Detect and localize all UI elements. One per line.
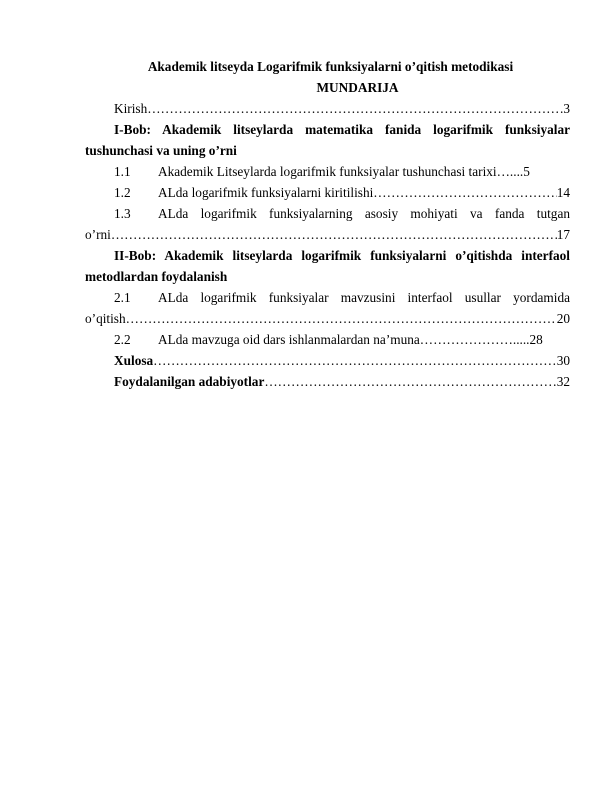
toc-page-number: 30 bbox=[556, 353, 570, 368]
toc-label: ALda logarifmik funksiyalar mavzusini interfaol usullar yordamida bbox=[158, 290, 570, 305]
toc-entry-conclusion bbox=[85, 350, 570, 371]
toc-chapter-1-line-1: I-Bob: Akademik litseylarda matematika fanida logarifmik funksiyalar bbox=[114, 122, 570, 137]
toc-entry-1-2 bbox=[85, 182, 570, 203]
toc-page-number: 17 bbox=[556, 227, 570, 242]
toc-entry-1-3-line-1 bbox=[85, 203, 570, 224]
toc-entry-1-1 bbox=[85, 161, 570, 182]
toc-page-number: 28 bbox=[529, 332, 543, 347]
toc-chapter-2-line-1: II-Bob: Akademik litseylarda logarifmik funksiyalarni o’qitishda interfaol bbox=[114, 248, 570, 263]
toc-page-number: 3 bbox=[563, 101, 570, 116]
toc-label: Akademik Litseylarda logarifmik funksiyalar tushunchasi tarixi bbox=[158, 164, 497, 179]
toc-entry-1-3-line-2 bbox=[85, 224, 570, 245]
toc-entry-intro bbox=[85, 98, 570, 119]
toc-leader-dots bbox=[264, 371, 556, 392]
toc-label: Foydalanilgan adabiyotlar bbox=[114, 374, 265, 389]
toc-label: Kirish bbox=[114, 101, 148, 116]
toc-section-number: 2.1 bbox=[114, 290, 131, 305]
toc-leader-dots bbox=[126, 308, 557, 329]
toc-section-number: 1.3 bbox=[114, 206, 131, 221]
toc-entry-2-1-line-1 bbox=[85, 287, 570, 308]
toc-leader-dots: ….... bbox=[496, 164, 524, 179]
toc-entry-2-2 bbox=[85, 329, 570, 350]
contents-heading: MUNDARIJA bbox=[316, 80, 399, 95]
toc-chapter-1-line-2: tushunchasi va uning o’rni bbox=[85, 143, 237, 158]
toc-page-number: 20 bbox=[556, 311, 570, 326]
toc-leader-dots bbox=[111, 224, 557, 245]
toc-label: ALda mavzuga oid dars ishlanmalardan na’muna bbox=[158, 332, 420, 347]
toc-leader-dots: …………………..... bbox=[419, 332, 530, 347]
toc-entry-2-1-line-2 bbox=[85, 308, 570, 329]
toc-label: o’rni bbox=[85, 227, 111, 242]
toc-label: o’qitish bbox=[85, 311, 126, 326]
toc-section-number: 2.2 bbox=[114, 332, 131, 347]
toc-section-number: 1.2 bbox=[114, 185, 131, 200]
toc-leader-dots bbox=[147, 98, 563, 119]
toc-label: Xulosa bbox=[114, 353, 154, 368]
toc-label: ALda logarifmik funksiyalarning asosiy mohiyati va fanda tutgan bbox=[158, 206, 570, 221]
document-title: Akademik litseyda Logarifmik funksiyalarni o’qitish metodikasi bbox=[147, 59, 514, 74]
toc-label: ALda logarifmik funksiyalarni kiritilishi bbox=[158, 185, 374, 200]
document-page bbox=[85, 56, 570, 392]
toc-page-number: 32 bbox=[556, 374, 570, 389]
toc-chapter-2-line-2: metodlardan foydalanish bbox=[85, 269, 228, 284]
toc-entry-references bbox=[85, 371, 570, 392]
toc-leader-dots bbox=[373, 182, 556, 203]
toc-leader-dots bbox=[153, 350, 557, 371]
toc-page-number: 5 bbox=[523, 164, 530, 179]
toc-page-number: 14 bbox=[556, 185, 570, 200]
toc-section-number: 1.1 bbox=[114, 164, 131, 179]
